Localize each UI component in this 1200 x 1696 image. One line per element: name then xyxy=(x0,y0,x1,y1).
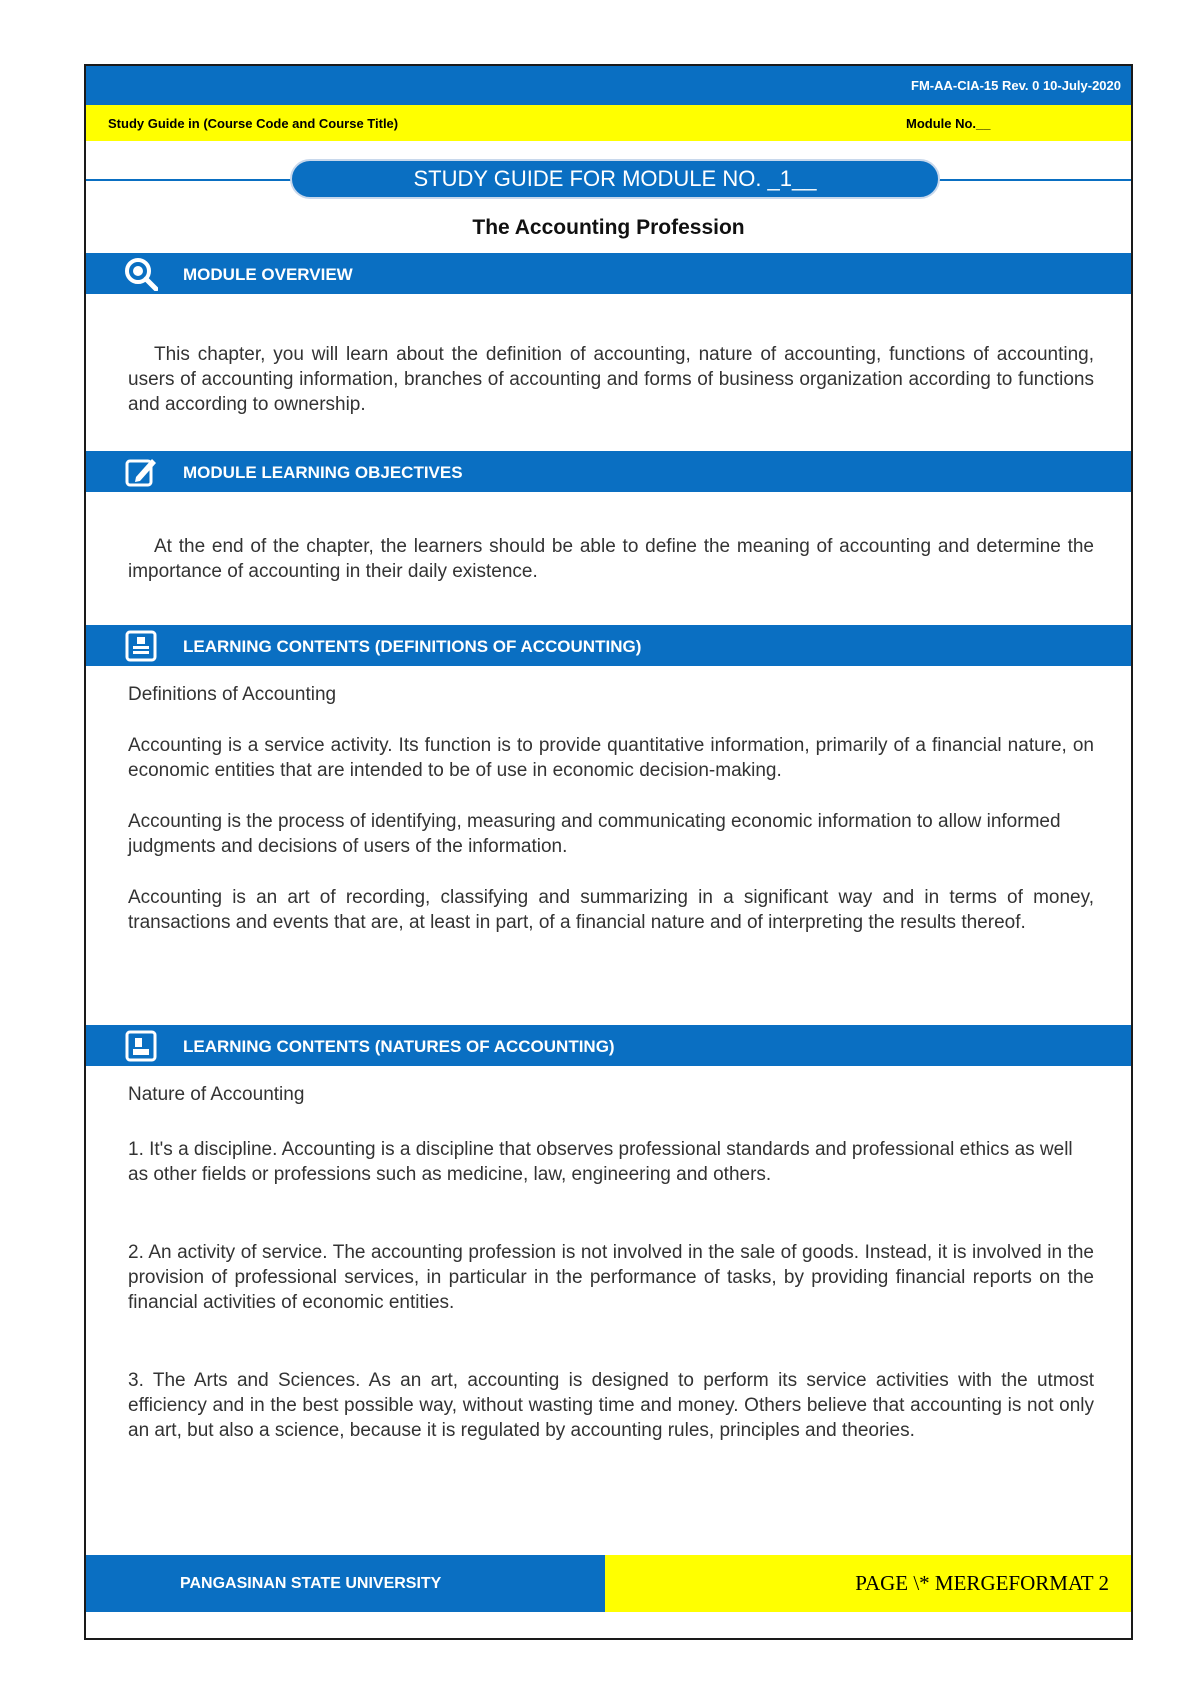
document-icon xyxy=(124,1029,158,1063)
study-guide-page xyxy=(84,64,1133,1640)
section-label: MODULE LEARNING OBJECTIVES xyxy=(183,463,463,482)
natures-heading: Nature of Accounting xyxy=(128,1084,305,1105)
module-subtitle: The Accounting Profession xyxy=(472,216,745,239)
footer-university-bar xyxy=(86,1555,605,1612)
course-title: Study Guide in (Course Code and Course Title) xyxy=(108,116,399,131)
header-top-bar xyxy=(86,66,1131,105)
form-code: FM-AA-CIA-15 Rev. 0 10-July-2020 xyxy=(911,78,1121,93)
overview-text: This chapter, you will learn about the definition of accounting, nature of accounting, functions of accounting, users of accounting information, branches of accounting and forms of business organization according to functions and according to ownership. xyxy=(128,344,1094,415)
university-name: PANGASINAN STATE UNIVERSITY xyxy=(180,1575,442,1592)
section-header-natures xyxy=(86,1025,1131,1066)
module-number: Module No.__ xyxy=(906,116,991,131)
nature-paragraph: 3. The Arts and Sciences. As an art, accounting is designed to perform its service activities with the utmost efficiency and in the best possible way, without wasting time and money. Others believe that accounting is not only an art, but also a science, because it is regulated by accounting rules, principles and theories. xyxy=(128,1370,1094,1441)
nature-paragraph: 2. An activity of service. The accounting profession is not involved in the sale of goods. Instead, it is involved in the provision of professional services, in particular in the performance of tasks, by providing financial reports on the financial activities of economic entities. xyxy=(128,1242,1094,1313)
nature-paragraph: 1. It's a discipline. Accounting is a discipline that observes professional standards and professional ethics as well as other fields or professions such as medicine, law, engineering and others. xyxy=(128,1139,1073,1185)
page-title: STUDY GUIDE FOR MODULE NO. _1__ xyxy=(290,159,940,199)
section-label: LEARNING CONTENTS (NATURES OF ACCOUNTING) xyxy=(183,1037,615,1056)
page-number: PAGE \* MERGEFORMAT 2 xyxy=(855,1571,1109,1595)
objectives-text: At the end of the chapter, the learners should be able to define the meaning of accounting and determine the importance of accounting in their daily existence. xyxy=(128,536,1094,582)
section-label: MODULE OVERVIEW xyxy=(183,265,353,284)
definition-paragraph: Accounting is the process of identifying, measuring and communicating economic information to allow informed judgments and decisions of users of the information. xyxy=(128,811,1061,857)
document-icon xyxy=(124,629,158,663)
definitions-heading: Definitions of Accounting xyxy=(128,684,337,705)
section-header-objectives xyxy=(86,451,1131,492)
definition-paragraph: Accounting is an art of recording, classifying and summarizing in a significant way and in terms of money, transactions and events that are, at least in part, of a financial nature and of interpreting the results thereof. xyxy=(128,887,1094,933)
magnifier-icon xyxy=(124,257,158,291)
edit-icon xyxy=(124,455,158,489)
section-label: LEARNING CONTENTS (DEFINITIONS OF ACCOUNTING) xyxy=(183,637,642,656)
section-header-overview xyxy=(86,253,1131,294)
footer-page-bar xyxy=(605,1555,1131,1612)
section-header-definitions xyxy=(86,625,1131,666)
definition-paragraph: Accounting is a service activity. Its function is to provide quantitative information, primarily of a financial nature, on economic entities that are intended to be of use in economic decision-making. xyxy=(128,735,1094,781)
header-yellow-bar xyxy=(86,105,1131,141)
